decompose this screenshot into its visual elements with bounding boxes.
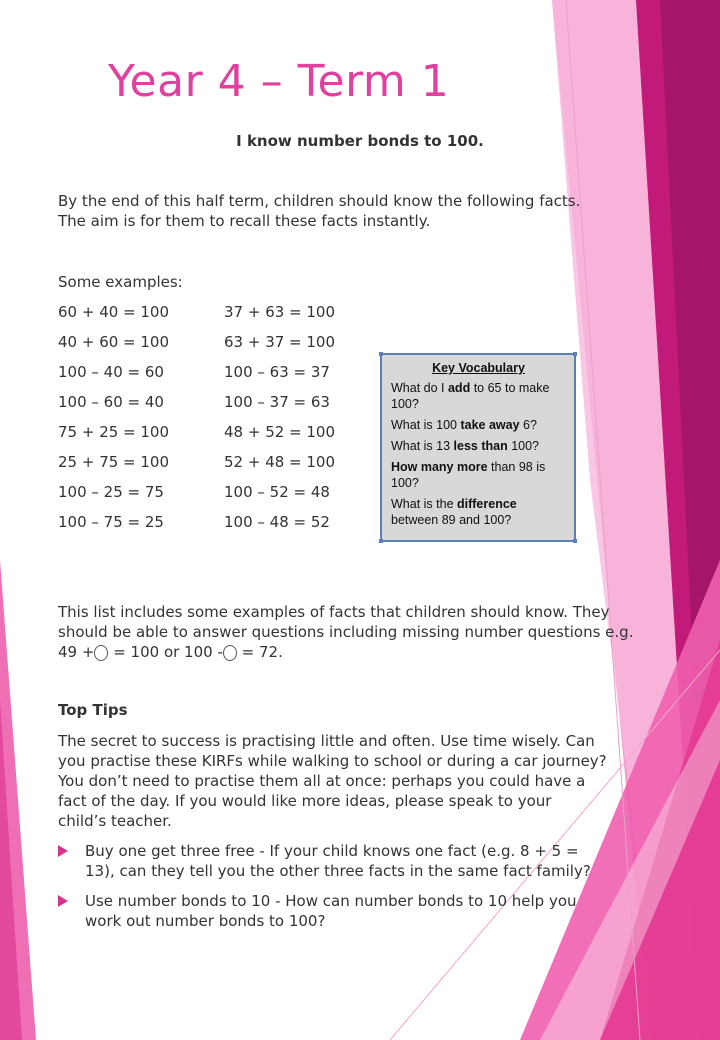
fact-row: [58, 392, 358, 422]
subtitle: [0, 132, 720, 150]
vocab-question: How many more than 98 is 100?: [391, 460, 546, 490]
subtitle-text: I know number bonds to 100.: [236, 132, 484, 150]
note-line: should be able to answer questions including missing number questions e.g.: [58, 623, 634, 641]
fact: 100 – 75 = 25: [58, 513, 164, 531]
bullet-arrow-icon: [58, 845, 68, 857]
fact: 100 – 37 = 63: [224, 393, 330, 411]
key-vocabulary-box: [380, 353, 576, 542]
examples-label: Some examples:: [58, 273, 183, 291]
fact: 63 + 37 = 100: [224, 333, 336, 351]
vocab-title: Key Vocabulary: [432, 361, 525, 375]
fact-row: [58, 512, 358, 542]
fact-row: [58, 332, 358, 362]
vocab-question: What is 100 take away 6?: [391, 418, 537, 432]
fact: 25 + 75 = 100: [58, 453, 170, 471]
fact: 60 + 40 = 100: [58, 303, 170, 321]
fact: 100 – 48 = 52: [224, 513, 330, 531]
fact: 100 – 40 = 60: [58, 363, 164, 381]
tips-line: You don’t need to practise them all at once: perhaps you could have a: [58, 772, 586, 790]
tips-paragraph: [58, 731, 658, 831]
bullet-item: Use number bonds to 10 - How can number bonds to 10 help you work out number bonds to 100?: [58, 891, 658, 931]
intro-line: By the end of this half term, children should know the following facts.: [58, 192, 581, 210]
intro-line: The aim is for them to recall these facts instantly.: [58, 212, 431, 230]
vocab-question: What do I add to 65 to make 100?: [391, 381, 550, 411]
fact-row: [58, 302, 358, 332]
bullet-item: Buy one get three free - If your child knows one fact (e.g. 8 + 5 = 13), can they tell you the other three facts in the same fact family?: [58, 841, 658, 881]
facts-list: [58, 302, 358, 542]
intro-paragraph: [58, 191, 658, 231]
bullet-arrow-icon: [58, 895, 68, 907]
fact-row: [58, 482, 358, 512]
fact-row: [58, 422, 358, 452]
list-note-paragraph: [58, 602, 658, 662]
page-title: Year 4 – Term 1: [108, 56, 450, 107]
tips-line: fact of the day. If you would like more ideas, please speak to your: [58, 792, 552, 810]
tips-line: you practise these KIRFs while walking to school or during a car journey?: [58, 752, 607, 770]
top-tips-heading: Top Tips: [58, 701, 128, 719]
fact-row: [58, 362, 358, 392]
blank-circle: [223, 645, 237, 661]
fact: 100 – 60 = 40: [58, 393, 164, 411]
note-line: This list includes some examples of facts that children should know. They: [58, 603, 610, 621]
tips-line: child’s teacher.: [58, 812, 172, 830]
fact: 100 – 52 = 48: [224, 483, 330, 501]
note-line: 49 + = 100 or 100 - = 72.: [58, 643, 283, 661]
fact: 40 + 60 = 100: [58, 333, 170, 351]
fact: 100 – 25 = 75: [58, 483, 164, 501]
vocab-question: What is the difference between 89 and 100?: [391, 497, 517, 527]
tips-bullet-list: [58, 841, 658, 941]
blank-circle: [94, 645, 108, 661]
fact: 52 + 48 = 100: [224, 453, 336, 471]
fact: 48 + 52 = 100: [224, 423, 336, 441]
fact: 75 + 25 = 100: [58, 423, 170, 441]
fact: 100 – 63 = 37: [224, 363, 330, 381]
fact: 37 + 63 = 100: [224, 303, 336, 321]
tips-line: The secret to success is practising little and often. Use time wisely. Can: [58, 732, 595, 750]
vocab-question: What is 13 less than 100?: [391, 439, 539, 453]
fact-row: [58, 452, 358, 482]
